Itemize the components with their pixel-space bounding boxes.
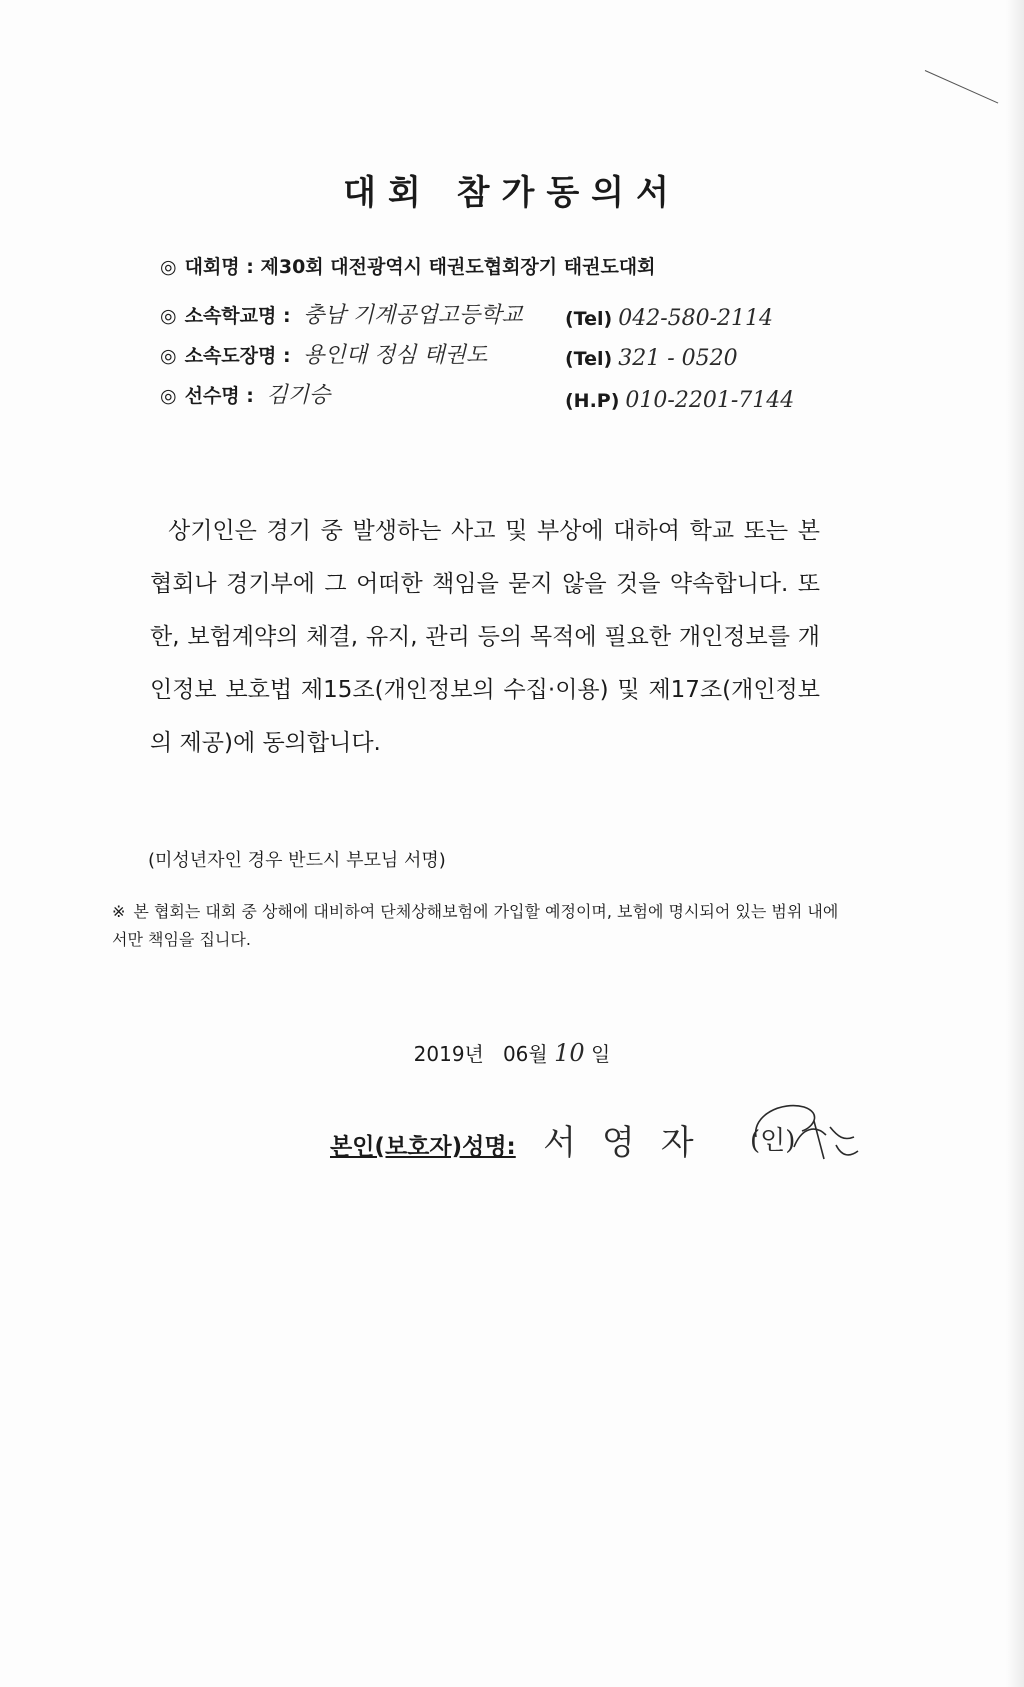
- signature-scribble: [794, 1121, 858, 1159]
- bullet-mark: ◎: [160, 305, 177, 327]
- school-label: 소속학교명 :: [184, 305, 291, 327]
- signature-name: 서영자: [543, 1123, 720, 1163]
- school-tel-value: 042-580-2114: [618, 306, 774, 331]
- date-line: [0, 1038, 1024, 1067]
- player-hp: [565, 388, 794, 413]
- parent-signature-note: (미성년자인 경우 반드시 부모님 서명): [148, 850, 446, 871]
- signature-row: [330, 1115, 720, 1164]
- competition-row: [160, 252, 656, 279]
- scan-edge-shadow: [1006, 0, 1024, 1687]
- hp-label: (H.P): [565, 390, 620, 412]
- scan-corner-mark: [925, 70, 998, 103]
- hp-value: 010-2201-7144: [625, 388, 795, 413]
- dojang-row: [160, 338, 487, 369]
- date-month: 06월: [502, 1042, 548, 1066]
- date-year: 2019년: [413, 1042, 484, 1066]
- date-day-label: 일: [591, 1042, 611, 1066]
- date-day-value: 10: [554, 1039, 585, 1067]
- handwritten-seal-signature: [742, 1097, 862, 1175]
- player-label: 선수명 :: [184, 385, 254, 407]
- insurance-note-text: 본 협회는 대회 중 상해에 대비하여 단체상해보험에 가입할 예정이며, 보험에 명시되어 있는 범위 내에서만 책임을 집니다.: [112, 902, 839, 949]
- seal-text: (인): [750, 1126, 796, 1156]
- school-tel: [565, 306, 773, 331]
- player-value: 김기승: [266, 383, 331, 408]
- signature-label: 본인(보호자)성명:: [330, 1134, 516, 1160]
- school-value: 충남 기계공업고등학교: [303, 303, 523, 328]
- competition-label: 대회명 :: [184, 256, 254, 278]
- competition-value: 제30회 대전광역시 태권도협회장기 태권도대회: [260, 256, 656, 278]
- bullet-mark: ◎: [160, 256, 177, 278]
- dojang-tel: [565, 346, 738, 371]
- school-tel-label: (Tel): [565, 308, 613, 330]
- dojang-tel-value: 321 - 0520: [618, 346, 738, 371]
- dojang-value: 용인대 정심 태권도: [303, 343, 488, 368]
- player-row: [160, 378, 330, 409]
- bullet-mark: ◎: [160, 345, 177, 367]
- document-title: 대회 참가동의서: [343, 173, 681, 213]
- school-row: [160, 298, 523, 329]
- dojang-tel-label: (Tel): [565, 348, 613, 370]
- reference-mark: ※: [112, 902, 126, 921]
- dojang-label: 소속도장명 :: [184, 345, 291, 367]
- insurance-note: [112, 898, 852, 954]
- bullet-mark: ◎: [160, 385, 177, 407]
- consent-paragraph: 상기인은 경기 중 발생하는 사고 및 부상에 대하여 학교 또는 본 협회나 경기부에 그 어떠한 책임을 묻지 않을 것을 약속합니다. 또한, 보험계약의 체결, 유지, 관리 등의 목적에 필요한 개인정보를 개인정보 보호법 제15조(개인정보의 수집·이용) 및 제17조(개인정보의 제공)에 동의합니다.: [150, 518, 820, 756]
